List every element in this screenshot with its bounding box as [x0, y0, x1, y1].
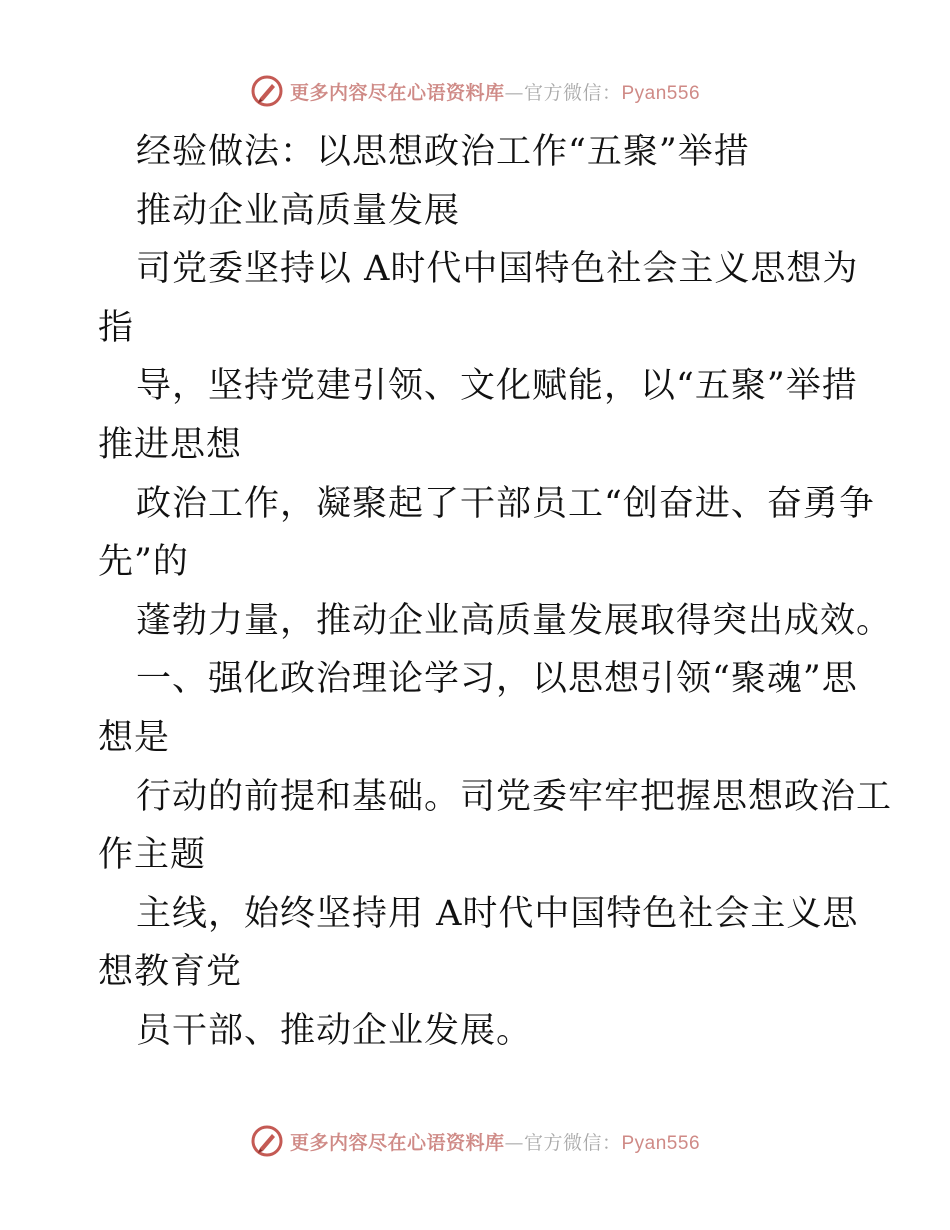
doc-section-heading-line: 一、强化政治理论学习，以思想引领“聚魂”思	[136, 659, 858, 700]
doc-paragraph-line: 司党委坚持以 A时代中国特色社会主义思想为	[136, 249, 859, 290]
doc-paragraph-line: 指	[98, 307, 135, 348]
header-watermark	[0, 71, 950, 111]
pen-circle-logo-icon	[250, 1124, 284, 1158]
doc-title-line-2: 推动企业高质量发展	[136, 190, 461, 231]
doc-paragraph-line: 导，坚持党建引领、文化赋能，以“五聚”举措	[136, 366, 858, 407]
watermark-main-text: 更多内容尽在心语资料库	[289, 81, 505, 104]
doc-title-line-1: 经验做法：以思想政治工作“五聚”举措	[136, 132, 750, 172]
watermark-dash: —	[504, 1131, 524, 1154]
watermark-text	[290, 78, 700, 105]
doc-paragraph-line: 行动的前提和基础。司党委牢牢把握思想政治工	[136, 776, 893, 817]
doc-paragraph-line: 政治工作，凝聚起了干部员工“创奋进、奋勇争	[136, 483, 875, 524]
doc-paragraph-line: 想教育党	[98, 952, 243, 993]
doc-paragraph-line: 员干部、推动企业发展。	[136, 1010, 533, 1051]
watermark-official-label: 官方微信：	[523, 81, 622, 104]
doc-paragraph-line: 主线，始终坚持用 A时代中国特色社会主义思	[136, 893, 859, 934]
watermark-official-label: 官方微信：	[523, 1131, 622, 1154]
doc-paragraph-line: 想是	[98, 717, 171, 758]
watermark-dash: —	[504, 81, 524, 104]
watermark-text	[290, 1128, 700, 1155]
document-body	[98, 123, 893, 1061]
pen-circle-logo-icon	[250, 74, 284, 108]
doc-paragraph-line: 推进思想	[98, 424, 243, 465]
watermark-wechat-id: Pyan556	[621, 82, 701, 104]
watermark-main-text: 更多内容尽在心语资料库	[289, 1131, 505, 1154]
doc-paragraph-line: 作主题	[98, 835, 207, 876]
watermark-wechat-id: Pyan556	[621, 1132, 701, 1154]
doc-paragraph-line: 先”的	[98, 542, 189, 583]
footer-watermark	[0, 1121, 950, 1161]
doc-paragraph-line: 蓬勃力量，推动企业高质量发展取得突出成效。	[136, 600, 893, 641]
